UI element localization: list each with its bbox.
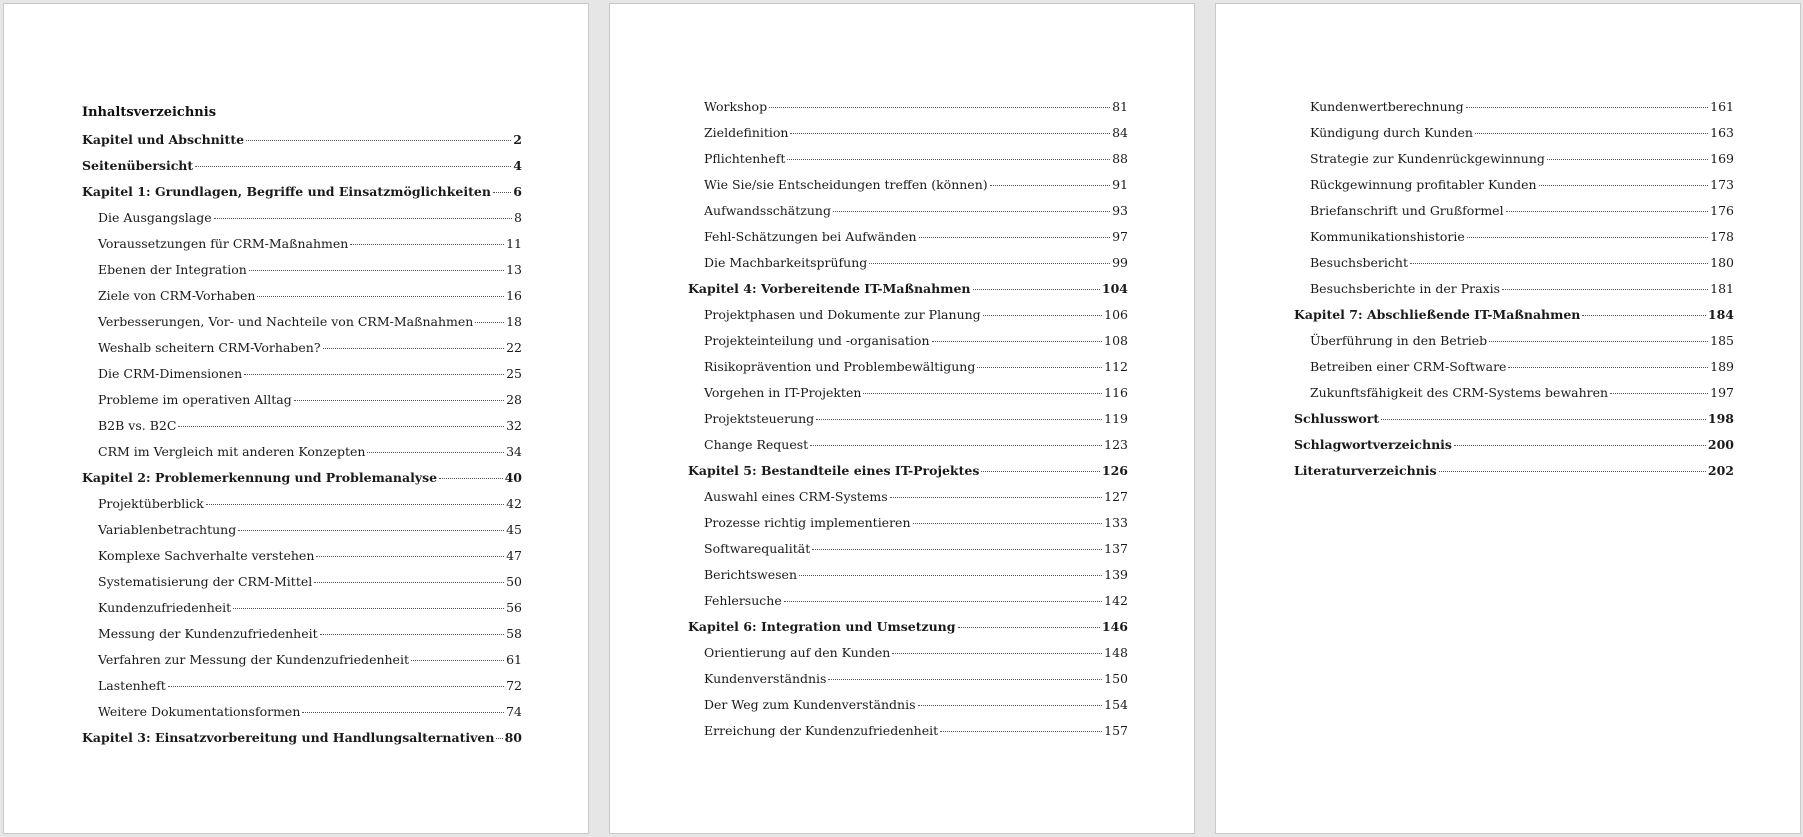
toc-entry-title: Kündigung durch Kunden <box>1310 125 1473 140</box>
toc-entry-page: 169 <box>1710 151 1734 166</box>
toc-entry-title: Softwarequalität <box>704 541 811 556</box>
toc-entry-title: Besuchsbericht <box>1310 255 1408 270</box>
toc-entry-title: Literaturverzeichnis <box>1294 463 1437 478</box>
toc-entry[interactable] <box>82 547 522 573</box>
dot-leader <box>246 140 511 141</box>
toc-entry-page: 202 <box>1707 463 1734 478</box>
toc-entry-title: Die CRM-Dimensionen <box>98 366 243 381</box>
dot-leader <box>918 705 1103 706</box>
toc-entry-page: 81 <box>1112 99 1128 114</box>
dot-leader <box>1489 341 1708 342</box>
toc-entry[interactable] <box>82 261 522 287</box>
toc-entry-title: Berichtswesen <box>704 567 798 582</box>
toc-entry-title: Die Ausgangslage <box>98 210 212 225</box>
toc-entry[interactable] <box>688 306 1128 332</box>
dot-leader <box>1381 419 1706 420</box>
toc-entry[interactable] <box>688 358 1128 384</box>
toc-entry[interactable] <box>688 124 1128 150</box>
toc-entry[interactable] <box>688 488 1128 514</box>
toc-entry-page: 91 <box>1112 177 1128 192</box>
dot-leader <box>940 731 1102 732</box>
toc-entry-title: Schlusswort <box>1294 411 1380 426</box>
toc-entry-page: 93 <box>1112 203 1128 218</box>
toc-entry[interactable] <box>82 417 522 443</box>
toc-entry[interactable] <box>82 573 522 599</box>
toc-entry-title: Probleme im operativen Alltag <box>98 392 292 407</box>
toc-entry-page: 25 <box>506 366 522 381</box>
toc-entry-title: Projektsteuerung <box>704 411 815 426</box>
toc-entry[interactable] <box>688 566 1128 592</box>
toc-entry[interactable] <box>1294 98 1734 124</box>
toc-entry-title: Weshalb scheitern CRM-Vorhaben? <box>98 340 321 355</box>
dot-leader <box>816 419 1102 420</box>
toc-entry-title: Kundenwertberechnung <box>1310 99 1464 114</box>
dot-leader <box>294 400 504 401</box>
dot-leader <box>790 133 1110 134</box>
toc-entry-title: Kapitel 7: Abschließende IT-Maßnahmen <box>1294 307 1581 322</box>
toc-entry-title: Auswahl eines CRM-Systems <box>704 489 888 504</box>
toc-entry-title: Kapitel 5: Bestandteile eines IT-Projektes <box>688 463 980 478</box>
toc-entry[interactable] <box>688 644 1128 670</box>
dot-leader <box>206 504 504 505</box>
toc-entry[interactable] <box>688 176 1128 202</box>
dot-leader <box>932 341 1103 342</box>
dot-leader <box>411 660 504 661</box>
toc-entry[interactable] <box>82 209 522 235</box>
toc-entry-page: 58 <box>506 626 522 641</box>
toc-entry[interactable] <box>1294 124 1734 150</box>
toc-entry-page: 150 <box>1104 671 1128 686</box>
toc-entry-title: Kapitel 2: Problemerkennung und Problemanalyse <box>82 470 438 485</box>
toc-entry-title: Weitere Dokumentationsformen <box>98 704 301 719</box>
toc-entry-title: Projekteinteilung und -organisation <box>704 333 930 348</box>
toc-entry-title: Ebenen der Integration <box>98 262 247 277</box>
toc-entry[interactable] <box>82 599 522 625</box>
toc-entry-title: B2B vs. B2C <box>98 418 177 433</box>
toc-entry-page: 97 <box>1112 229 1128 244</box>
toc-entry-page: 34 <box>506 444 522 459</box>
toc-entry-page: 106 <box>1104 307 1128 322</box>
toc-entry-page: 112 <box>1104 359 1128 374</box>
toc-entry[interactable] <box>1294 254 1734 280</box>
toc-entry[interactable] <box>688 618 1128 644</box>
dot-leader <box>367 452 504 453</box>
dot-leader <box>168 686 504 687</box>
toc-entry-title: Erreichung der Kundenzufriedenheit <box>704 723 939 738</box>
dot-leader <box>1610 393 1708 394</box>
toc-entry[interactable] <box>82 157 522 183</box>
toc-entry-title: Besuchsberichte in der Praxis <box>1310 281 1501 296</box>
toc-entry-title: Kundenverständnis <box>704 671 827 686</box>
toc-entry-title: Kapitel 3: Einsatzvorbereitung und Handlungsalternativen <box>82 730 495 745</box>
toc-entry[interactable] <box>82 313 522 339</box>
toc-entry-title: Pflichtenheft <box>704 151 786 166</box>
dot-leader <box>890 497 1103 498</box>
toc-entry-title: Briefanschrift und Grußformel <box>1310 203 1504 218</box>
toc-entry-page: 116 <box>1104 385 1128 400</box>
toc-entry-page: 32 <box>506 418 522 433</box>
toc-entry[interactable] <box>82 703 522 729</box>
toc-entry[interactable] <box>1294 150 1734 176</box>
dot-leader <box>784 601 1102 602</box>
toc-entry[interactable] <box>688 514 1128 540</box>
toc-entry[interactable] <box>688 98 1128 124</box>
toc-entry[interactable] <box>82 625 522 651</box>
dot-leader <box>238 530 504 531</box>
dot-leader <box>493 192 511 193</box>
dot-leader <box>1467 237 1708 238</box>
toc-entry-title: Fehlersuche <box>704 593 782 608</box>
toc-entry-title: Seitenübersicht <box>82 158 194 173</box>
toc-entry-page: 142 <box>1104 593 1128 608</box>
dot-leader <box>990 185 1110 186</box>
toc-entry-page: 84 <box>1112 125 1128 140</box>
toc-entry[interactable] <box>82 183 522 209</box>
toc-entry-title: Variablenbetrachtung <box>98 522 237 537</box>
dot-leader <box>828 679 1102 680</box>
toc-entry[interactable] <box>688 436 1128 462</box>
toc-entry[interactable] <box>82 339 522 365</box>
toc-entry-title: Voraussetzungen für CRM-Maßnahmen <box>98 236 349 251</box>
dot-leader <box>869 263 1110 264</box>
toc-entry[interactable] <box>688 670 1128 696</box>
toc-entry-page: 148 <box>1104 645 1128 660</box>
toc-entry-title: Risikoprävention und Problembewältigung <box>704 359 976 374</box>
toc-entry-page: 74 <box>506 704 522 719</box>
toc-entry-page: 16 <box>506 288 522 303</box>
dot-leader <box>214 218 512 219</box>
dot-leader <box>799 575 1102 576</box>
toc-entry[interactable] <box>82 235 522 261</box>
dot-leader <box>195 166 511 167</box>
toc-entry-title: Strategie zur Kundenrückgewinnung <box>1310 151 1545 166</box>
table-of-contents <box>82 106 522 755</box>
toc-entry[interactable] <box>1294 462 1734 488</box>
dot-leader <box>316 556 504 557</box>
toc-entry-title: Projektüberblick <box>98 496 204 511</box>
toc-entry-title: Der Weg zum Kundenverständnis <box>704 697 916 712</box>
toc-entry-title: Verfahren zur Messung der Kundenzufriedenheit <box>98 652 409 667</box>
toc-entry-title: Verbesserungen, Vor- und Nachteile von CRM-Maßnahmen <box>98 314 474 329</box>
dot-leader <box>1439 471 1706 472</box>
dot-leader <box>958 627 1100 628</box>
toc-entry[interactable] <box>1294 202 1734 228</box>
toc-entry-title: Prozesse richtig implementieren <box>704 515 911 530</box>
toc-entry[interactable] <box>82 651 522 677</box>
dot-leader <box>977 367 1102 368</box>
dot-leader <box>244 374 504 375</box>
toc-entry-page: 40 <box>504 470 522 485</box>
toc-entry[interactable] <box>82 677 522 703</box>
toc-entry-title: Aufwandsschätzung <box>704 203 831 218</box>
toc-entry[interactable] <box>1294 176 1734 202</box>
toc-entry-page: 173 <box>1710 177 1734 192</box>
toc-entry-page: 181 <box>1710 281 1734 296</box>
toc-entry-page: 119 <box>1104 411 1128 426</box>
toc-entry-title: Die Machbarkeitsprüfung <box>704 255 868 270</box>
toc-entry-title: Workshop <box>704 99 768 114</box>
toc-entry-page: 123 <box>1104 437 1128 452</box>
toc-entry-page: 6 <box>513 184 522 199</box>
toc-entry-page: 50 <box>506 574 522 589</box>
toc-entry[interactable] <box>688 280 1128 306</box>
toc-entry-title: Ziele von CRM-Vorhaben <box>98 288 256 303</box>
toc-entry-page: 200 <box>1707 437 1734 452</box>
toc-entry-page: 104 <box>1101 281 1128 296</box>
toc-entry-page: 197 <box>1710 385 1734 400</box>
toc-entry[interactable] <box>82 131 522 157</box>
toc-entry[interactable] <box>82 287 522 313</box>
toc-entry[interactable] <box>688 202 1128 228</box>
toc-entry-title: Vorgehen in IT-Projekten <box>704 385 862 400</box>
toc-entry-page: 146 <box>1101 619 1128 634</box>
dot-leader <box>302 712 504 713</box>
toc-entry-title: CRM im Vergleich mit anderen Konzepten <box>98 444 366 459</box>
toc-entry-page: 133 <box>1104 515 1128 530</box>
toc-entry-page: 126 <box>1101 463 1128 478</box>
dot-leader <box>1582 315 1706 316</box>
toc-entry-title: Change Request <box>704 437 809 452</box>
toc-entry-title: Schlagwortverzeichnis <box>1294 437 1452 452</box>
toc-entry-page: 176 <box>1710 203 1734 218</box>
toc-entry-page: 154 <box>1104 697 1128 712</box>
toc-entry[interactable] <box>1294 410 1734 436</box>
toc-entry[interactable] <box>688 384 1128 410</box>
toc-entry-page: 139 <box>1104 567 1128 582</box>
dot-leader <box>249 270 504 271</box>
toc-entry-page: 2 <box>513 132 522 147</box>
toc-entry-page: 80 <box>504 730 522 745</box>
table-of-contents <box>1294 98 1734 488</box>
table-of-contents <box>688 98 1128 748</box>
toc-entry[interactable] <box>688 254 1128 280</box>
toc-entry-page: 11 <box>506 236 522 251</box>
toc-entry-title: Messung der Kundenzufriedenheit <box>98 626 318 641</box>
toc-entry-page: 184 <box>1707 307 1734 322</box>
dot-leader <box>1410 263 1708 264</box>
toc-entry-title: Wie Sie/sie Entscheidungen treffen (können) <box>704 177 988 192</box>
toc-entry-title: Kapitel und Abschnitte <box>82 132 245 147</box>
toc-entry[interactable] <box>688 592 1128 618</box>
toc-entry-title: Zukunftsfähigkeit des CRM-Systems bewahren <box>1310 385 1609 400</box>
toc-entry-page: 180 <box>1710 255 1734 270</box>
toc-entry-title: Fehl-Schätzungen bei Aufwänden <box>704 229 917 244</box>
dot-leader <box>812 549 1102 550</box>
toc-entry[interactable] <box>82 469 522 495</box>
dot-leader <box>810 445 1102 446</box>
toc-entry[interactable] <box>688 462 1128 488</box>
toc-entry-page: 161 <box>1710 99 1734 114</box>
toc-entry[interactable] <box>1294 280 1734 306</box>
dot-leader <box>233 608 504 609</box>
toc-entry-page: 28 <box>506 392 522 407</box>
toc-entry[interactable] <box>688 410 1128 436</box>
toc-entry-title: Kundenzufriedenheit <box>98 600 232 615</box>
dot-leader <box>257 296 504 297</box>
toc-entry-title: Rückgewinnung profitabler Kunden <box>1310 177 1537 192</box>
dot-leader <box>1454 445 1706 446</box>
toc-entry[interactable] <box>1294 358 1734 384</box>
dot-leader <box>973 289 1100 290</box>
dot-leader <box>1547 159 1708 160</box>
toc-entry[interactable] <box>688 332 1128 358</box>
toc-entry-page: 185 <box>1710 333 1734 348</box>
dot-leader <box>1475 133 1708 134</box>
toc-entry[interactable] <box>1294 436 1734 462</box>
dot-leader <box>981 471 1100 472</box>
toc-entry-title: Betreiben einer CRM-Software <box>1310 359 1507 374</box>
toc-entry-title: Zieldefinition <box>704 125 789 140</box>
toc-entry[interactable] <box>1294 306 1734 332</box>
toc-entry-page: 163 <box>1710 125 1734 140</box>
toc-entry-page: 45 <box>506 522 522 537</box>
toc-entry[interactable] <box>1294 384 1734 410</box>
toc-entry-title: Projektphasen und Dokumente zur Planung <box>704 307 981 322</box>
dot-leader <box>1508 367 1708 368</box>
toc-entry-page: 198 <box>1707 411 1734 426</box>
toc-entry-page: 61 <box>506 652 522 667</box>
dot-leader <box>833 211 1110 212</box>
document-page-1 <box>3 3 589 834</box>
toc-entry-title: Kommunikationshistorie <box>1310 229 1465 244</box>
dot-leader <box>913 523 1103 524</box>
toc-entry-page: 56 <box>506 600 522 615</box>
dot-leader <box>314 582 504 583</box>
toc-entry[interactable] <box>82 443 522 469</box>
toc-entry[interactable] <box>688 696 1128 722</box>
dot-leader <box>1502 289 1708 290</box>
dot-leader <box>439 478 503 479</box>
dot-leader <box>863 393 1102 394</box>
dot-leader <box>983 315 1102 316</box>
toc-entry[interactable] <box>82 495 522 521</box>
dot-leader <box>475 322 504 323</box>
toc-entry-page: 88 <box>1112 151 1128 166</box>
toc-entry-page: 189 <box>1710 359 1734 374</box>
toc-entry-title: Systematisierung der CRM-Mittel <box>98 574 313 589</box>
toc-entry-page: 137 <box>1104 541 1128 556</box>
toc-entry-page: 127 <box>1104 489 1128 504</box>
document-page-2 <box>609 3 1195 834</box>
dot-leader <box>320 634 504 635</box>
toc-entry[interactable] <box>82 521 522 547</box>
toc-entry-page: 47 <box>506 548 522 563</box>
toc-entry-page: 99 <box>1112 255 1128 270</box>
toc-entry-page: 178 <box>1710 229 1734 244</box>
dot-leader <box>323 348 505 349</box>
toc-entry-page: 108 <box>1104 333 1128 348</box>
toc-entry[interactable] <box>1294 228 1734 254</box>
toc-entry-title: Lastenheft <box>98 678 166 693</box>
dot-leader <box>892 653 1102 654</box>
toc-entry-title: Kapitel 6: Integration und Umsetzung <box>688 619 956 634</box>
dot-leader <box>1506 211 1709 212</box>
toc-entry[interactable] <box>688 150 1128 176</box>
toc-entry-title: Kapitel 4: Vorbereitende IT-Maßnahmen <box>688 281 971 296</box>
dot-leader <box>350 244 504 245</box>
toc-entry-page: 4 <box>513 158 522 173</box>
toc-entry[interactable] <box>82 365 522 391</box>
toc-entry[interactable] <box>688 540 1128 566</box>
toc-entry[interactable] <box>82 729 522 755</box>
toc-entry-title: Kapitel 1: Grundlagen, Begriffe und Einsatzmöglichkeiten <box>82 184 491 199</box>
toc-entry[interactable] <box>82 391 522 417</box>
toc-entry-title: Orientierung auf den Kunden <box>704 645 891 660</box>
dot-leader <box>919 237 1111 238</box>
toc-heading: Inhaltsverzeichnis <box>82 105 217 120</box>
toc-entry-page: 157 <box>1104 723 1128 738</box>
dot-leader <box>496 738 502 739</box>
dot-leader <box>1539 185 1709 186</box>
toc-entry-page: 22 <box>506 340 522 355</box>
dot-leader <box>787 159 1110 160</box>
dot-leader <box>769 107 1110 108</box>
document-page-3 <box>1215 3 1801 834</box>
dot-leader <box>1466 107 1708 108</box>
toc-entry-title: Komplexe Sachverhalte verstehen <box>98 548 315 563</box>
toc-entry-title: Überführung in den Betrieb <box>1310 333 1488 348</box>
dot-leader <box>178 426 504 427</box>
toc-entry[interactable] <box>688 228 1128 254</box>
toc-entry[interactable] <box>1294 332 1734 358</box>
toc-entry-page: 42 <box>506 496 522 511</box>
toc-entry-page: 72 <box>506 678 522 693</box>
toc-entry-page: 18 <box>506 314 522 329</box>
toc-entry-page: 8 <box>514 210 522 225</box>
toc-entry-page: 13 <box>506 262 522 277</box>
toc-entry[interactable] <box>688 722 1128 748</box>
